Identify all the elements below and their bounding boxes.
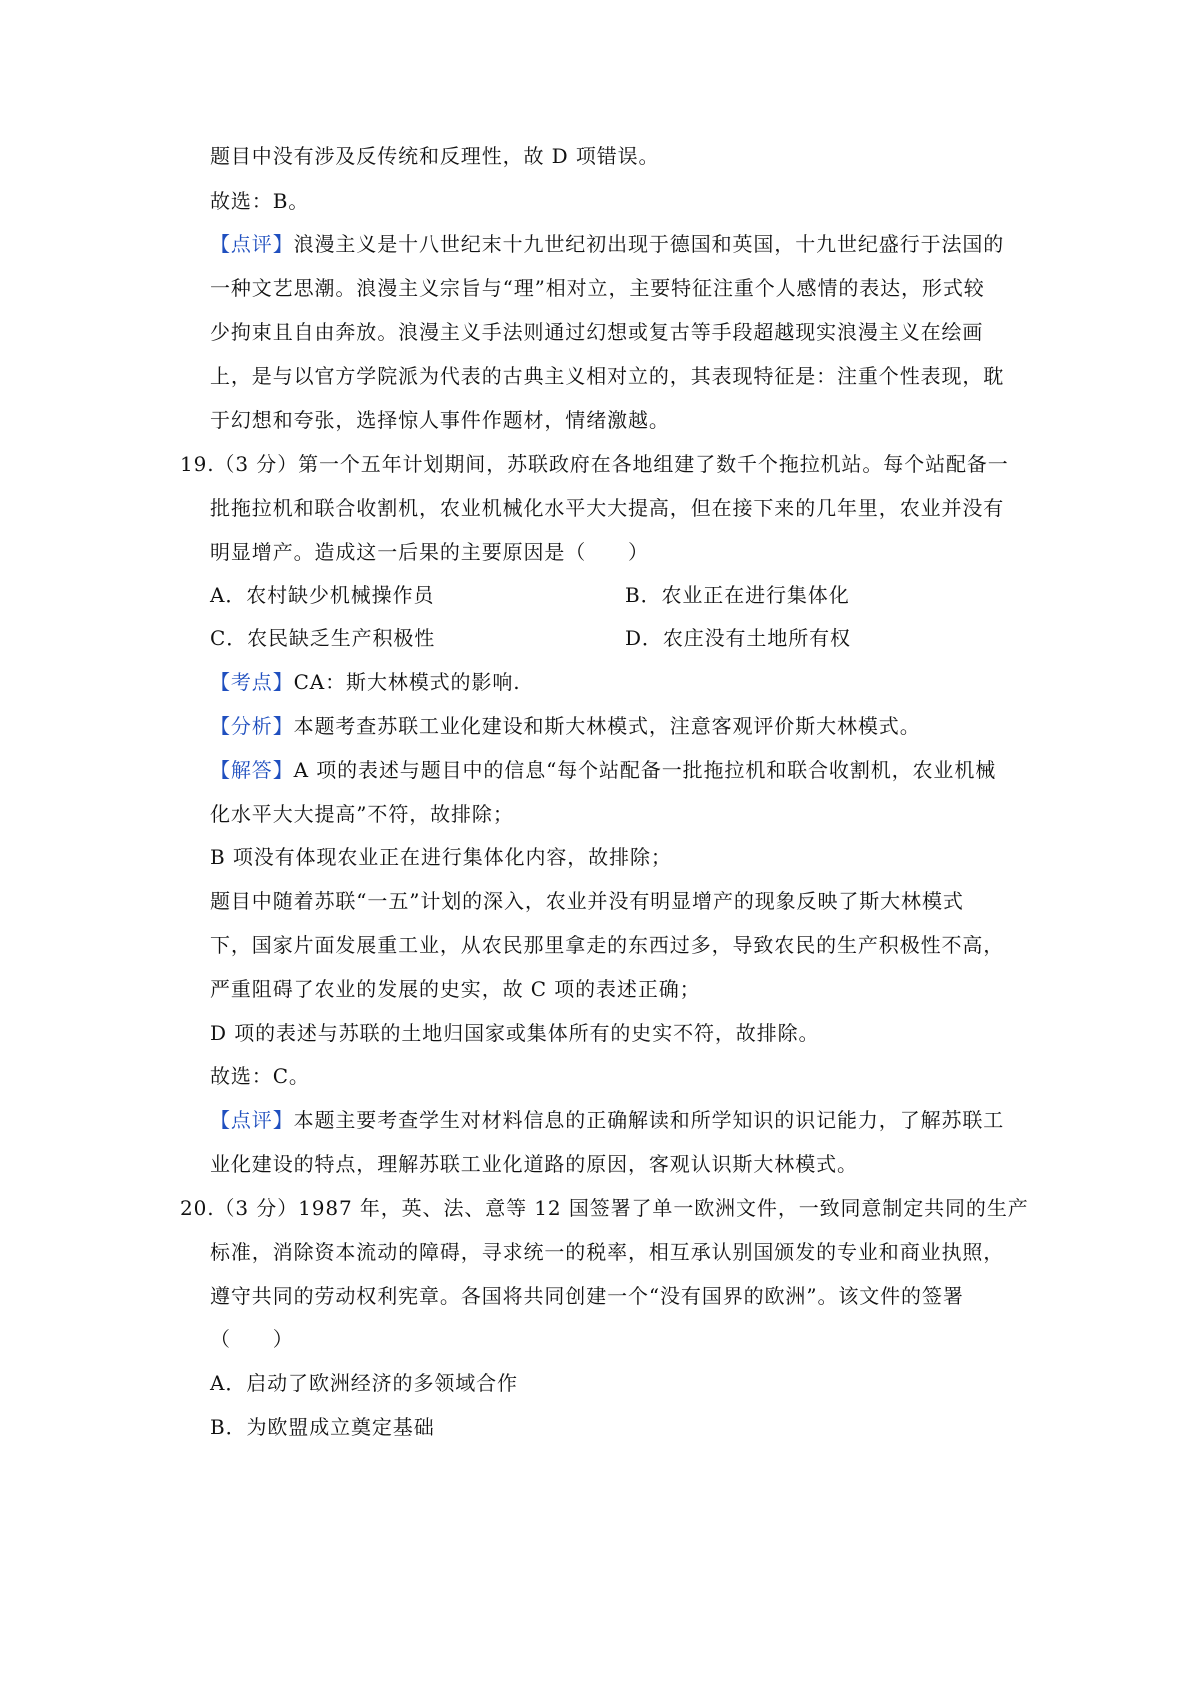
q20-option-b: B．为欧盟成立奠定基础 bbox=[210, 1415, 435, 1439]
q20-stem-line: 20.（3 分）1987 年，英、法、意等 12 国签署了单一欧洲文件，一致同意制定共同的生产 bbox=[180, 1196, 1029, 1220]
jieda-tag: 【解答】 bbox=[210, 758, 294, 782]
q19-option-a: A．农村缺少机械操作员 bbox=[210, 583, 435, 607]
q18-comment-line: 上，是与以官方学院派为代表的古典主义相对立的，其表现特征是：注重个性表现，耽 bbox=[210, 364, 1005, 388]
q18-comment-line: 【点评】浪漫主义是十八世纪末十九世纪初出现于德国和英国，十九世纪盛行于法国的 bbox=[210, 232, 1005, 256]
q18-comment-line: 一种文艺思潮。浪漫主义宗旨与“理”相对立，主要特征注重个人感情的表达，形式较 bbox=[210, 276, 985, 300]
q19-comment-line: 【点评】本题主要考查学生对材料信息的正确解读和所学知识的识记能力，了解苏联工 bbox=[210, 1108, 1005, 1132]
fenxi-tag: 【分析】 bbox=[210, 714, 294, 738]
question-number: 20. bbox=[180, 1196, 215, 1220]
comment-tag: 【点评】 bbox=[210, 1108, 294, 1132]
q19-answer: 故选：C。 bbox=[210, 1064, 310, 1088]
q19-jieda-line: D 项的表述与苏联的土地归国家或集体所有的史实不符，故排除。 bbox=[210, 1021, 820, 1045]
q19-stem-line: 明显增产。造成这一后果的主要原因是（ ） bbox=[210, 540, 649, 564]
q19-jieda-line: 化水平大大提高”不符，故排除； bbox=[210, 802, 514, 826]
q18-answer: 故选：B。 bbox=[210, 189, 310, 213]
q20-stem-line: 遵守共同的劳动权利宪章。各国将共同创建一个“没有国界的欧洲”。该文件的签署 bbox=[210, 1284, 964, 1308]
q19-jieda-line: 下，国家片面发展重工业，从农民那里拿走的东西过多，导致农民的生产积极性不高， bbox=[210, 933, 1005, 957]
q19-fenxi: 【分析】本题考查苏联工业化建设和斯大林模式，注意客观评价斯大林模式。 bbox=[210, 714, 921, 738]
q19-comment-line: 业化建设的特点，理解苏联工业化道路的原因，客观认识斯大林模式。 bbox=[210, 1152, 858, 1176]
q19-jieda-line: B 项没有体现农业正在进行集体化内容，故排除； bbox=[210, 845, 672, 869]
q20-stem-line: 标准，消除资本流动的障碍，寻求统一的税率，相互承认别国颁发的专业和商业执照， bbox=[210, 1240, 1005, 1264]
comment-tag: 【点评】 bbox=[210, 232, 294, 256]
q19-option-d: D．农庄没有土地所有权 bbox=[625, 626, 851, 650]
q19-jieda-line: 【解答】A 项的表述与题目中的信息“每个站配备一批拖拉机和联合收割机，农业机械 bbox=[210, 758, 997, 782]
q19-kaodian: 【考点】CA：斯大林模式的影响. bbox=[210, 670, 521, 694]
question-number: 19. bbox=[180, 452, 215, 476]
q20-option-a: A．启动了欧洲经济的多领域合作 bbox=[210, 1371, 518, 1395]
q19-option-b: B．农业正在进行集体化 bbox=[625, 583, 850, 607]
q18-analysis-line: 题目中没有涉及反传统和反理性，故 D 项错误。 bbox=[210, 144, 660, 168]
q20-stem-line: （ ） bbox=[210, 1327, 294, 1351]
q18-comment-line: 少拘束且自由奔放。浪漫主义手法则通过幻想或复古等手段超越现实浪漫主义在绘画 bbox=[210, 320, 984, 344]
q19-stem-line: 19.（3 分）第一个五年计划期间，苏联政府在各地组建了数千个拖拉机站。每个站配备一 bbox=[180, 452, 1009, 476]
q19-jieda-line: 严重阻碍了农业的发展的史实，故 C 项的表述正确； bbox=[210, 977, 701, 1001]
q18-comment-line: 于幻想和夸张，选择惊人事件作题材，情绪激越。 bbox=[210, 408, 670, 432]
q19-stem-line: 批拖拉机和联合收割机，农业机械化水平大大提高，但在接下来的几年里，农业并没有 bbox=[210, 496, 1005, 520]
q19-option-c: C．农民缺乏生产积极性 bbox=[210, 626, 436, 650]
kaodian-tag: 【考点】 bbox=[210, 670, 294, 694]
q19-jieda-line: 题目中随着苏联“一五”计划的深入，农业并没有明显增产的现象反映了斯大林模式 bbox=[210, 889, 964, 913]
